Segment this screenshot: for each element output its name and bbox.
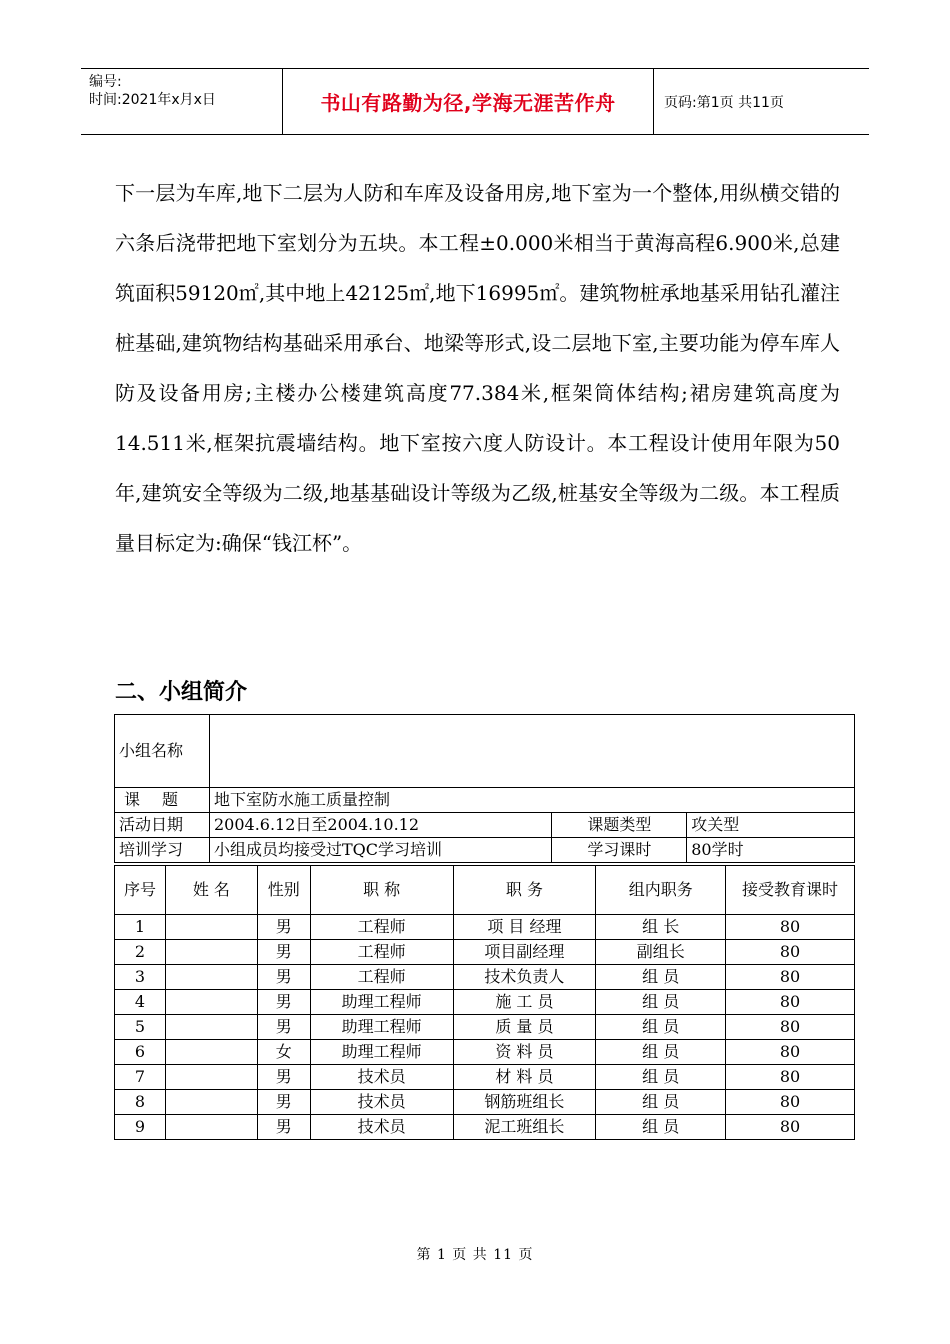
title: 助理工程师: [310, 1040, 453, 1065]
hours: 80: [726, 1115, 855, 1140]
type-label: 课题类型: [552, 813, 687, 838]
role: 组 长: [596, 915, 726, 940]
gender: 女: [257, 1040, 310, 1065]
header-meta: [81, 69, 282, 134]
name: [165, 1040, 257, 1065]
title: 技术员: [310, 1090, 453, 1115]
position: 技术负责人: [453, 965, 596, 990]
header-role: 组内职务: [596, 866, 726, 915]
hours: 80: [726, 965, 855, 990]
gender: 男: [257, 1115, 310, 1140]
position: 材 料 员: [453, 1065, 596, 1090]
topic-row: [115, 788, 855, 813]
header-position: 职 务: [453, 866, 596, 915]
title: 工程师: [310, 915, 453, 940]
training-value: 小组成员均接受过TQC学习培训: [209, 838, 552, 863]
header-motto: 书山有路勤为径,学海无涯苦作舟: [320, 91, 616, 115]
title: 工程师: [310, 940, 453, 965]
training-row: [115, 838, 855, 863]
hours: 80: [726, 1015, 855, 1040]
position: 项 目 经理: [453, 915, 596, 940]
role: 组 员: [596, 965, 726, 990]
date-value: 2004.6.12日至2004.10.12: [209, 813, 552, 838]
position: 泥工班组长: [453, 1115, 596, 1140]
table-row: [115, 915, 855, 940]
header-page-info: 页码:第1页 共11页: [664, 94, 784, 111]
hours: 80: [726, 940, 855, 965]
description-paragraph: 下一层为车库,地下二层为人防和车库及设备用房,地下室为一个整体,用纵横交错的六条后浇带把地下室划分为五块。本工程±0.000米相当于黄海高程6.900米,总建筑面积59120㎡,其中地上42125㎡,地下16995㎡。建筑物桩承地基采用钻孔灌注桩基础,建筑物结构基础采用承台、地梁等形式,设二层地下室,主要功能为停车库人防及设备用房;主楼办公楼建筑高度77.384米,框架筒体结构;裙房建筑高度为14.511米,框架抗震墙结构。地下室按六度人防设计。本工程设计使用年限为50年,建筑安全等级为二级,地基基础设计等级为乙级,桩基安全等级为二级。本工程质量目标定为:确保“钱江杯”。: [115, 181, 840, 555]
header-title: 职 称: [310, 866, 453, 915]
role: 组 员: [596, 1015, 726, 1040]
position: 钢筋班组长: [453, 1090, 596, 1115]
section-title: 二、小组简介: [115, 680, 248, 705]
topic-label: 课题: [123, 790, 200, 809]
name: [165, 1015, 257, 1040]
seq: 2: [115, 940, 166, 965]
title: 工程师: [310, 965, 453, 990]
table-row: [115, 1065, 855, 1090]
page-footer: 第 1 页 共 11 页: [416, 1247, 534, 1263]
role: 副组长: [596, 940, 726, 965]
hours: 80: [726, 915, 855, 940]
members-table: [114, 865, 855, 1140]
title: 助理工程师: [310, 990, 453, 1015]
name: [165, 1090, 257, 1115]
seq: 6: [115, 1040, 166, 1065]
gender: 男: [257, 1065, 310, 1090]
name: [165, 915, 257, 940]
hours-value: 80学时: [687, 838, 855, 863]
hours: 80: [726, 990, 855, 1015]
seq: 5: [115, 1015, 166, 1040]
header-motto-cell: [282, 69, 654, 134]
seq: 3: [115, 965, 166, 990]
hours-label: 学习课时: [552, 838, 687, 863]
training-label: 培训学习: [115, 838, 210, 863]
header-number: 编号:: [89, 74, 122, 90]
header-edu-hours: 接受教育课时: [726, 866, 855, 915]
hours: 80: [726, 1040, 855, 1065]
role: 组 员: [596, 1065, 726, 1090]
page-header: [81, 68, 869, 135]
gender: 男: [257, 940, 310, 965]
gender: 男: [257, 965, 310, 990]
name: [165, 990, 257, 1015]
table-row: [115, 940, 855, 965]
header-time: 时间:2021年x月x日: [89, 92, 216, 108]
gender: 男: [257, 1090, 310, 1115]
role: 组 员: [596, 1040, 726, 1065]
title: 技术员: [310, 1065, 453, 1090]
group-name-label: 小组名称: [115, 715, 210, 788]
table-row: [115, 1090, 855, 1115]
role: 组 员: [596, 1090, 726, 1115]
seq: 4: [115, 990, 166, 1015]
position: 资 料 员: [453, 1040, 596, 1065]
group-name-row: [115, 715, 855, 788]
group-info-table: [114, 714, 855, 863]
type-value: 攻关型: [687, 813, 855, 838]
table-row: [115, 965, 855, 990]
gender: 男: [257, 915, 310, 940]
header-gender: 性别: [257, 866, 310, 915]
header-name: 姓 名: [165, 866, 257, 915]
seq: 1: [115, 915, 166, 940]
table-row: [115, 1115, 855, 1140]
title: 技术员: [310, 1115, 453, 1140]
title: 助理工程师: [310, 1015, 453, 1040]
seq: 7: [115, 1065, 166, 1090]
topic-label-cell: [115, 788, 210, 813]
hours: 80: [726, 1065, 855, 1090]
hours: 80: [726, 1090, 855, 1115]
gender: 男: [257, 1015, 310, 1040]
date-label: 活动日期: [115, 813, 210, 838]
name: [165, 1065, 257, 1090]
topic-value: 地下室防水施工质量控制: [209, 788, 854, 813]
date-row: [115, 813, 855, 838]
table-row: [115, 1040, 855, 1065]
name: [165, 1115, 257, 1140]
header-seq: 序号: [115, 866, 166, 915]
seq: 8: [115, 1090, 166, 1115]
name: [165, 965, 257, 990]
table-row: [115, 1015, 855, 1040]
name: [165, 940, 257, 965]
gender: 男: [257, 990, 310, 1015]
table-row: [115, 990, 855, 1015]
group-name-value: [209, 715, 854, 788]
members-body: [115, 915, 855, 1140]
project-description: [115, 168, 840, 568]
seq: 9: [115, 1115, 166, 1140]
members-header-row: [115, 866, 855, 915]
position: 项目副经理: [453, 940, 596, 965]
position: 施 工 员: [453, 990, 596, 1015]
role: 组 员: [596, 1115, 726, 1140]
role: 组 员: [596, 990, 726, 1015]
position: 质 量 员: [453, 1015, 596, 1040]
